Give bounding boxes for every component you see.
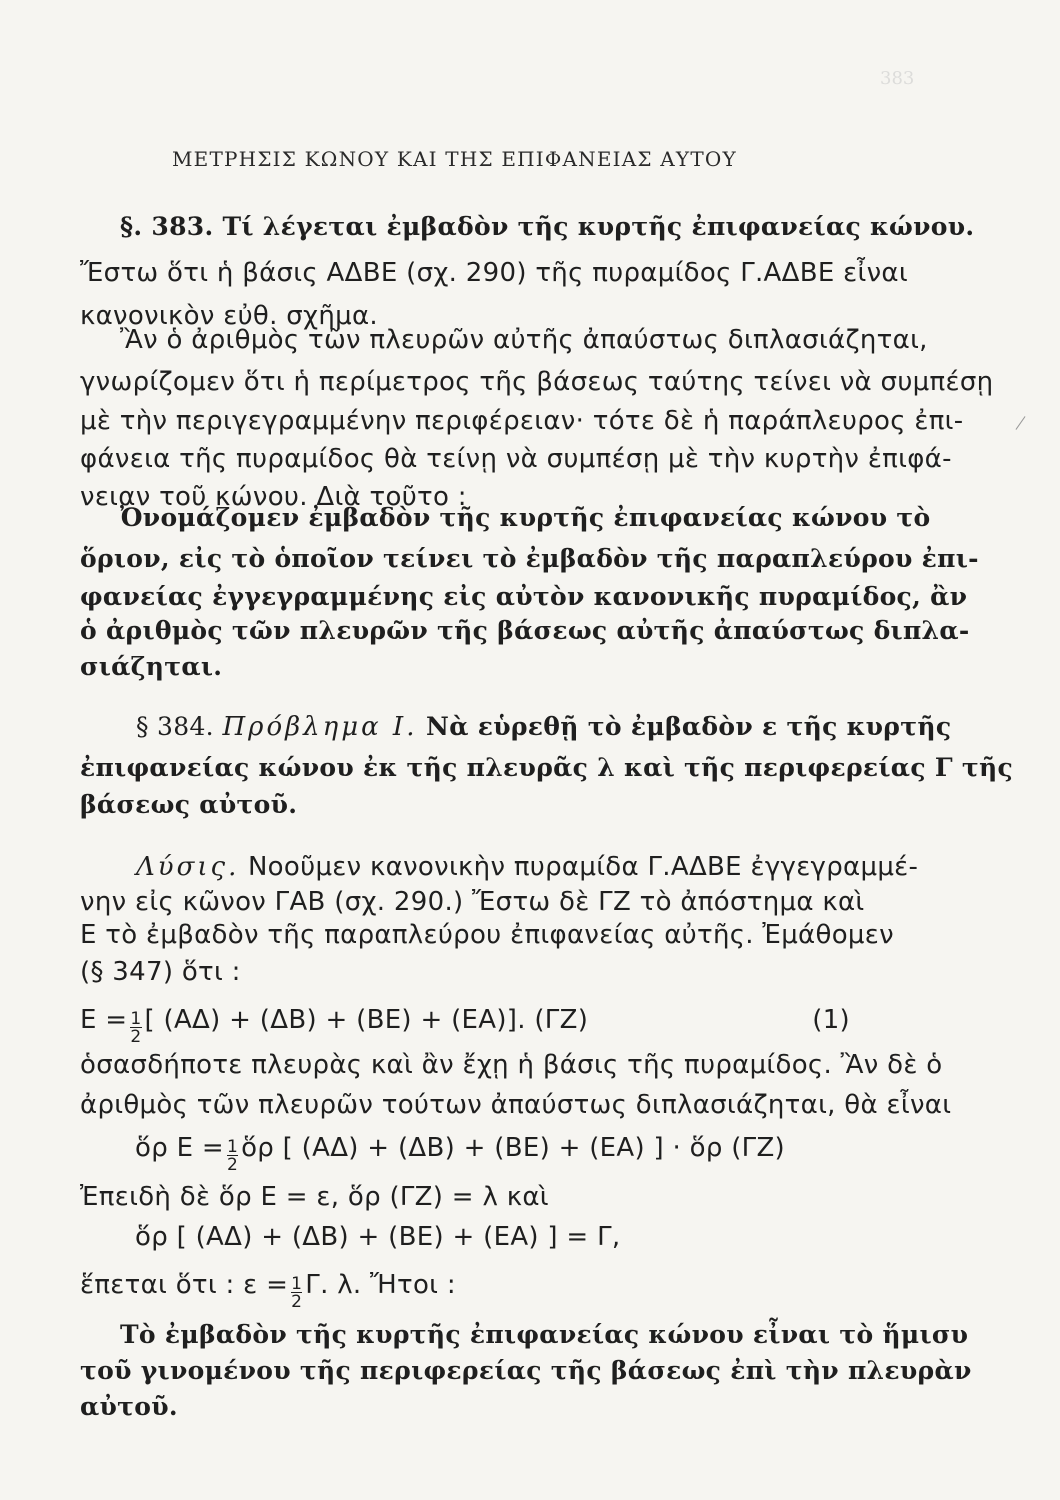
section-383-title: §. 383. Τί λέγεται ἐμβαδὸν τῆς κυρτῆς ἐπιφανείας κώνου. xyxy=(120,212,975,241)
problem-title-line: ἐπιφανείας κώνου ἐκ τῆς πλευρᾶς λ καὶ τῆς περιφερείας Γ τῆς xyxy=(80,753,1014,782)
text-line: Ἂν ὁ ἀριθμὸς τῶν πλευρῶν αὐτῆς ἀπαύστως διπλασιάζηται, xyxy=(120,325,928,355)
result-lhs: ἕπεται ὅτι : ε = xyxy=(80,1270,289,1300)
text-line: φάνεια τῆς πυραμίδος θὰ τείνῃ νὰ συμπέσῃ μὲ τὴν κυρτὴν ἐπιφά- xyxy=(80,444,952,474)
equation-1 xyxy=(80,1005,980,1045)
text-line: νην εἰς κῶνον ΓΑΒ (σχ. 290.) Ἔστω δὲ ΓΖ τὸ ἀπόστημα καὶ xyxy=(80,887,865,917)
text-line: Ἔστω ὅτι ἡ βάσις ΑΔΒΕ (σχ. 290) τῆς πυραμίδος Γ.ΑΔΒΕ εἶναι xyxy=(80,258,908,288)
solution-label: Λύσις. xyxy=(136,852,240,882)
text-line: ὁσασδήποτε πλευρὰς καὶ ἂν ἔχῃ ἡ βάσις τῆς πυραμίδος. Ἂν δὲ ὁ xyxy=(80,1050,943,1080)
problem-title-line: βάσεως αὐτοῦ. xyxy=(80,790,298,819)
solution-text: Νοοῦμεν κανονικὴν πυραμίδα Γ.ΑΔΒΕ ἐγγεγραμμέ- xyxy=(247,852,919,882)
equation-number: (1) xyxy=(812,1005,850,1035)
page-number: 383 xyxy=(880,68,915,89)
text-line: νειαν τοῦ κώνου. Διὰ τοῦτο : xyxy=(80,482,467,512)
fraction-half: $\frac{1}{2}$ xyxy=(291,1274,303,1312)
result-rhs: Γ. λ. Ἤτοι : xyxy=(305,1270,456,1300)
text-line: ἀριθμὸς τῶν πλευρῶν τούτων ἀπαύστως διπλασιάζηται, θὰ εἶναι xyxy=(80,1090,952,1120)
equation-lhs: Ε = xyxy=(80,1005,128,1035)
text-line: (§ 347) ὅτι : xyxy=(80,957,241,987)
text-line: κανονικὸν εὐθ. σχῆμα. xyxy=(80,301,378,331)
problem-title: Νὰ εὑρεθῇ τὸ ἐμβαδὸν ε τῆς κυρτῆς xyxy=(426,712,952,741)
problem-label: Πρόβλημα Ι. xyxy=(222,712,418,742)
text-line: μὲ τὴν περιγεγραμμένην περιφέρειαν· τότε δὲ ἡ παράπλευρος ἐπι- xyxy=(80,406,964,436)
definition-line: ὁ ἀριθμὸς τῶν πλευρῶν τῆς βάσεως αὐτῆς ἀπαύστως διπλα- xyxy=(80,616,970,645)
solution-line xyxy=(136,852,918,882)
conclusion-line: αὐτοῦ. xyxy=(80,1392,178,1421)
equation-rhs: [ (ΑΔ) + (ΔΒ) + (ΒΕ) + (ΕΑ)]. (ΓΖ) xyxy=(144,1005,589,1035)
text-line: Ε τὸ ἐμβαδὸν τῆς παραπλεύρου ἐπιφανείας αὐτῆς. Ἐμάθομεν xyxy=(80,920,894,950)
equation-rhs: ὅρ [ (ΑΔ) + (ΔΒ) + (ΒΕ) + (ΕΑ) ] · ὅρ (ΓΖ) xyxy=(241,1133,786,1163)
equation-3: ὅρ [ (ΑΔ) + (ΔΒ) + (ΒΕ) + (ΕΑ) ] = Γ, xyxy=(135,1222,621,1252)
conclusion-line: Τὸ ἐμβαδὸν τῆς κυρτῆς ἐπιφανείας κώνου εἶναι τὸ ἥμισυ xyxy=(120,1320,969,1349)
margin-pencil-mark xyxy=(1016,416,1026,430)
definition-line: σιάζηται. xyxy=(80,652,223,681)
definition-line: φανείας ἐγγεγραμμένης εἰς αὐτὸν κανονικῆς πυραμίδος, ἂν xyxy=(80,582,968,611)
result-line xyxy=(80,1270,456,1310)
section-number: § 384. xyxy=(136,712,214,741)
running-header: ΜΕΤΡΗΣΙΣ ΚΩΝΟΥ ΚΑΙ ΤΗΣ ΕΠΙΦΑΝΕΙΑΣ ΑΥΤΟΥ xyxy=(172,147,737,171)
text-line: γνωρίζομεν ὅτι ἡ περίμετρος τῆς βάσεως ταύτης τείνει νὰ συμπέσῃ xyxy=(80,367,994,397)
equation-lhs: ὅρ Ε = xyxy=(135,1133,224,1163)
equation-2 xyxy=(135,1133,785,1173)
fraction-half: $\frac{1}{2}$ xyxy=(130,1009,142,1047)
definition-line: ὅριον, εἰς τὸ ὁποῖον τείνει τὸ ἐμβαδὸν τῆς παραπλεύρου ἐπι- xyxy=(80,544,979,573)
definition-line: Ὀνομάζομεν ἐμβαδὸν τῆς κυρτῆς ἐπιφανείας κώνου τὸ xyxy=(120,503,931,532)
problem-384-heading xyxy=(136,712,951,742)
text-line: Ἐπειδὴ δὲ ὅρ Ε = ε, ὅρ (ΓΖ) = λ καὶ xyxy=(80,1182,549,1212)
conclusion-line: τοῦ γινομένου τῆς περιφερείας τῆς βάσεως ἐπὶ τὴν πλευρὰν xyxy=(80,1356,972,1385)
fraction-half: $\frac{1}{2}$ xyxy=(226,1137,239,1175)
